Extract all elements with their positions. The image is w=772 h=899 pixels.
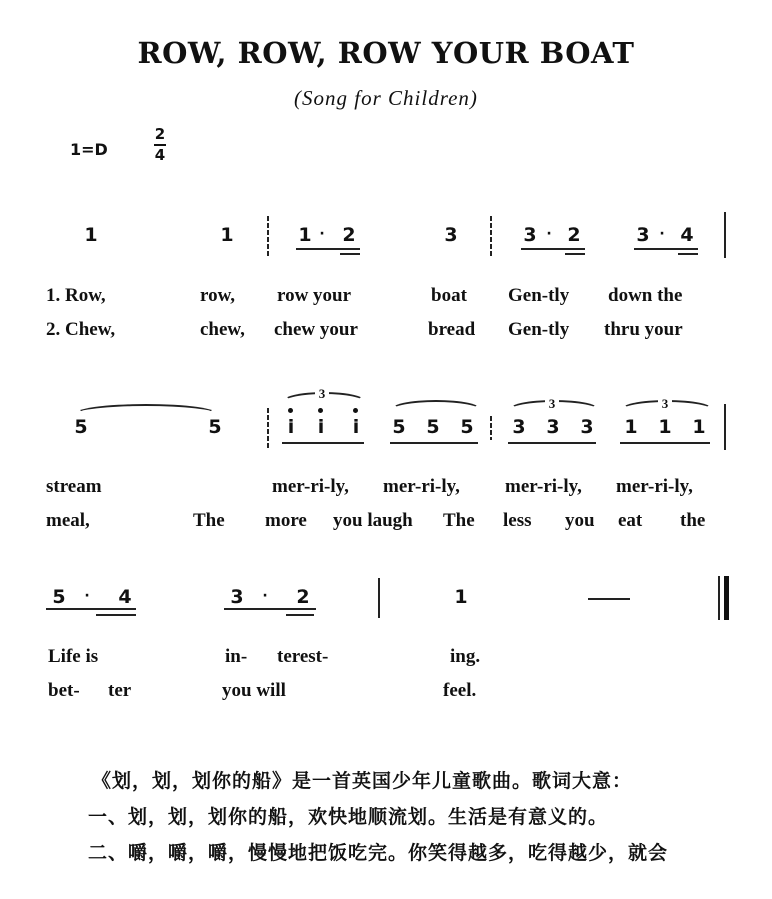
note: 3	[546, 416, 560, 438]
note: i	[317, 416, 325, 438]
note: 4	[118, 586, 132, 608]
note: 4	[680, 224, 694, 246]
lyric: bet-	[48, 680, 80, 701]
final-barline-thin	[718, 576, 720, 620]
note-line-verse-2: 二、嚼，嚼，嚼，慢慢地把饭吃完。你笑得越多，吃得越少，就会	[88, 842, 669, 864]
underline-beam	[282, 442, 364, 444]
dot-extension: ·	[262, 588, 268, 604]
time-signature	[150, 126, 170, 164]
high-octave-dot	[353, 408, 358, 413]
note: 1	[298, 224, 312, 246]
note: 2	[567, 224, 581, 246]
lyric: 2. Chew,	[46, 319, 116, 340]
lyric: row,	[200, 285, 236, 306]
underline-beam	[565, 253, 585, 255]
lyric: row your	[277, 285, 352, 306]
lyric: chew your	[274, 319, 358, 340]
lyric: less	[503, 510, 532, 531]
barline	[724, 404, 726, 450]
lyric: you will	[222, 680, 286, 701]
note: 2	[342, 224, 356, 246]
underline-beam	[96, 614, 136, 616]
lyric: eat	[618, 510, 643, 531]
lyric: more	[265, 510, 307, 531]
lyric: 1. Row,	[46, 285, 106, 306]
note: 2	[296, 586, 310, 608]
time-denominator: 4	[154, 146, 166, 164]
underline-beam	[224, 608, 316, 610]
underline-beam	[634, 248, 698, 250]
lyric: in-	[225, 646, 248, 667]
lyric: Life is	[48, 646, 99, 667]
underline-beam	[390, 442, 478, 444]
high-octave-dot	[288, 408, 293, 413]
note-line-intro: 《划，划，划你的船》是一首英国少年儿童歌曲。歌词大意：	[92, 770, 633, 792]
lyric: mer-ri-ly,	[383, 476, 460, 497]
barline	[267, 408, 269, 448]
note: 1	[692, 416, 706, 438]
underline-beam	[620, 442, 710, 444]
note: 5	[52, 586, 66, 608]
lyric: Gen-tly	[508, 319, 570, 340]
sustain-dash	[588, 598, 630, 600]
note: 5	[460, 416, 474, 438]
lyric: boat	[431, 285, 467, 306]
note: 1	[454, 586, 468, 608]
underline-beam	[286, 614, 314, 616]
note: 3	[230, 586, 244, 608]
dot-extension: ·	[546, 226, 552, 242]
note: 1	[84, 224, 98, 246]
note: 5	[208, 416, 222, 438]
note: 3	[444, 224, 458, 246]
lyric: terest-	[277, 646, 329, 667]
underline-beam	[340, 253, 360, 255]
note: 3	[512, 416, 526, 438]
tie-slur	[74, 404, 218, 414]
barline	[490, 216, 492, 256]
triplet-mark: 3	[545, 396, 559, 412]
barline	[724, 212, 726, 258]
lyric: thru your	[604, 319, 683, 340]
note: 1	[624, 416, 638, 438]
lyric: The	[443, 510, 475, 531]
triplet-mark: 3	[658, 396, 672, 412]
lyric: mer-ri-ly,	[616, 476, 693, 497]
lyric: mer-ri-ly,	[272, 476, 349, 497]
dot-extension: ·	[319, 226, 325, 242]
lyric: The	[193, 510, 225, 531]
underline-beam	[678, 253, 698, 255]
lyric: mer-ri-ly,	[505, 476, 582, 497]
note: 5	[426, 416, 440, 438]
key-signature: 1=D	[70, 140, 108, 159]
note-line-verse-1: 一、划，划，划你的船，欢快地顺流划。生活是有意义的。	[88, 806, 609, 828]
lyric: feel.	[443, 680, 477, 701]
lyric: ing.	[450, 646, 481, 667]
lyric: bread	[428, 319, 476, 340]
note: 3	[580, 416, 594, 438]
lyric: stream	[46, 476, 102, 497]
lyric: you laugh	[333, 510, 413, 531]
barline	[378, 578, 380, 618]
note: 3	[636, 224, 650, 246]
note: 1	[220, 224, 234, 246]
note: 3	[523, 224, 537, 246]
lyric: meal,	[46, 510, 90, 531]
time-numerator: 2	[154, 125, 166, 143]
note: 1	[658, 416, 672, 438]
dot-extension: ·	[659, 226, 665, 242]
barline	[267, 216, 269, 256]
lyric: Gen-tly	[508, 285, 570, 306]
note: 5	[392, 416, 406, 438]
lyric: ter	[108, 680, 132, 701]
underline-beam	[296, 248, 360, 250]
barline	[490, 416, 492, 440]
note: i	[352, 416, 360, 438]
dot-extension: ·	[84, 588, 90, 604]
underline-beam	[508, 442, 596, 444]
lyric: you	[565, 510, 595, 531]
triplet-slur	[390, 400, 482, 410]
underline-beam	[46, 608, 136, 610]
note: i	[287, 416, 295, 438]
lyric: chew,	[200, 319, 245, 340]
lyric: down the	[608, 285, 683, 306]
song-subtitle: (Song for Children)	[294, 86, 478, 110]
lyric: the	[680, 510, 706, 531]
high-octave-dot	[318, 408, 323, 413]
triplet-mark: 3	[315, 386, 329, 402]
song-title: ROW, ROW, ROW YOUR BOAT	[137, 36, 635, 70]
note: 5	[74, 416, 88, 438]
underline-beam	[521, 248, 585, 250]
final-barline-thick	[724, 576, 729, 620]
